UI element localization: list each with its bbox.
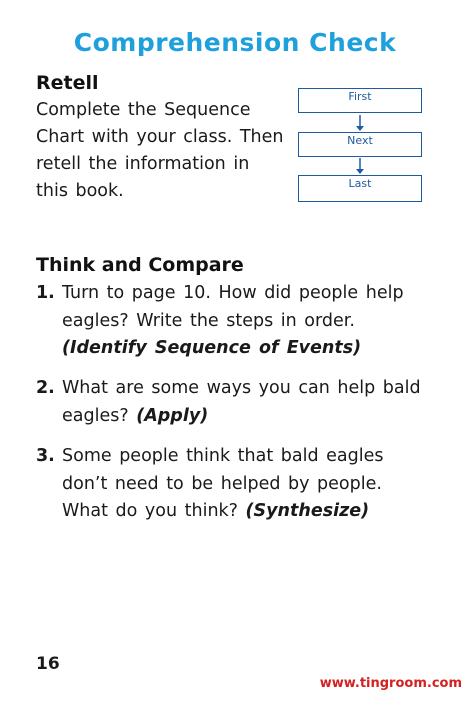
retell-heading: Retell xyxy=(36,72,99,94)
question-text: Some people think that bald eagles don’t need to be helped by people. What do you think? xyxy=(62,446,384,521)
arrow-down-icon xyxy=(354,158,366,175)
question-text: What are some ways you can help bald eagles? xyxy=(62,378,421,426)
question-1 xyxy=(36,280,426,363)
retell-instructions: Complete the Sequence Chart with your class. Then retell the information in this book. xyxy=(36,100,284,201)
think-compare-heading: Think and Compare xyxy=(36,254,244,276)
question-number: 3. xyxy=(36,446,55,466)
question-3 xyxy=(36,443,426,526)
chart-box-label: First xyxy=(348,90,372,103)
question-number: 1. xyxy=(36,283,55,303)
question-2 xyxy=(36,375,426,430)
chart-box-label: Next xyxy=(347,134,373,147)
question-text: Turn to page 10. How did people help eagles? Write the steps in order. xyxy=(62,283,404,331)
chart-box-first xyxy=(298,88,422,113)
chart-box-next xyxy=(298,132,422,157)
page-title: Comprehension Check xyxy=(73,28,397,57)
page-number: 16 xyxy=(36,654,60,674)
question-skill: (Identify Sequence of Events) xyxy=(62,338,362,358)
arrow-down-icon xyxy=(354,115,366,132)
chart-box-label: Last xyxy=(348,177,372,190)
question-skill: (Apply) xyxy=(136,405,209,426)
question-skill: (Synthesize) xyxy=(245,501,370,521)
question-number: 2. xyxy=(36,378,55,398)
watermark-link[interactable]: www.tingroom.com xyxy=(319,676,462,691)
chart-box-last xyxy=(298,175,422,202)
